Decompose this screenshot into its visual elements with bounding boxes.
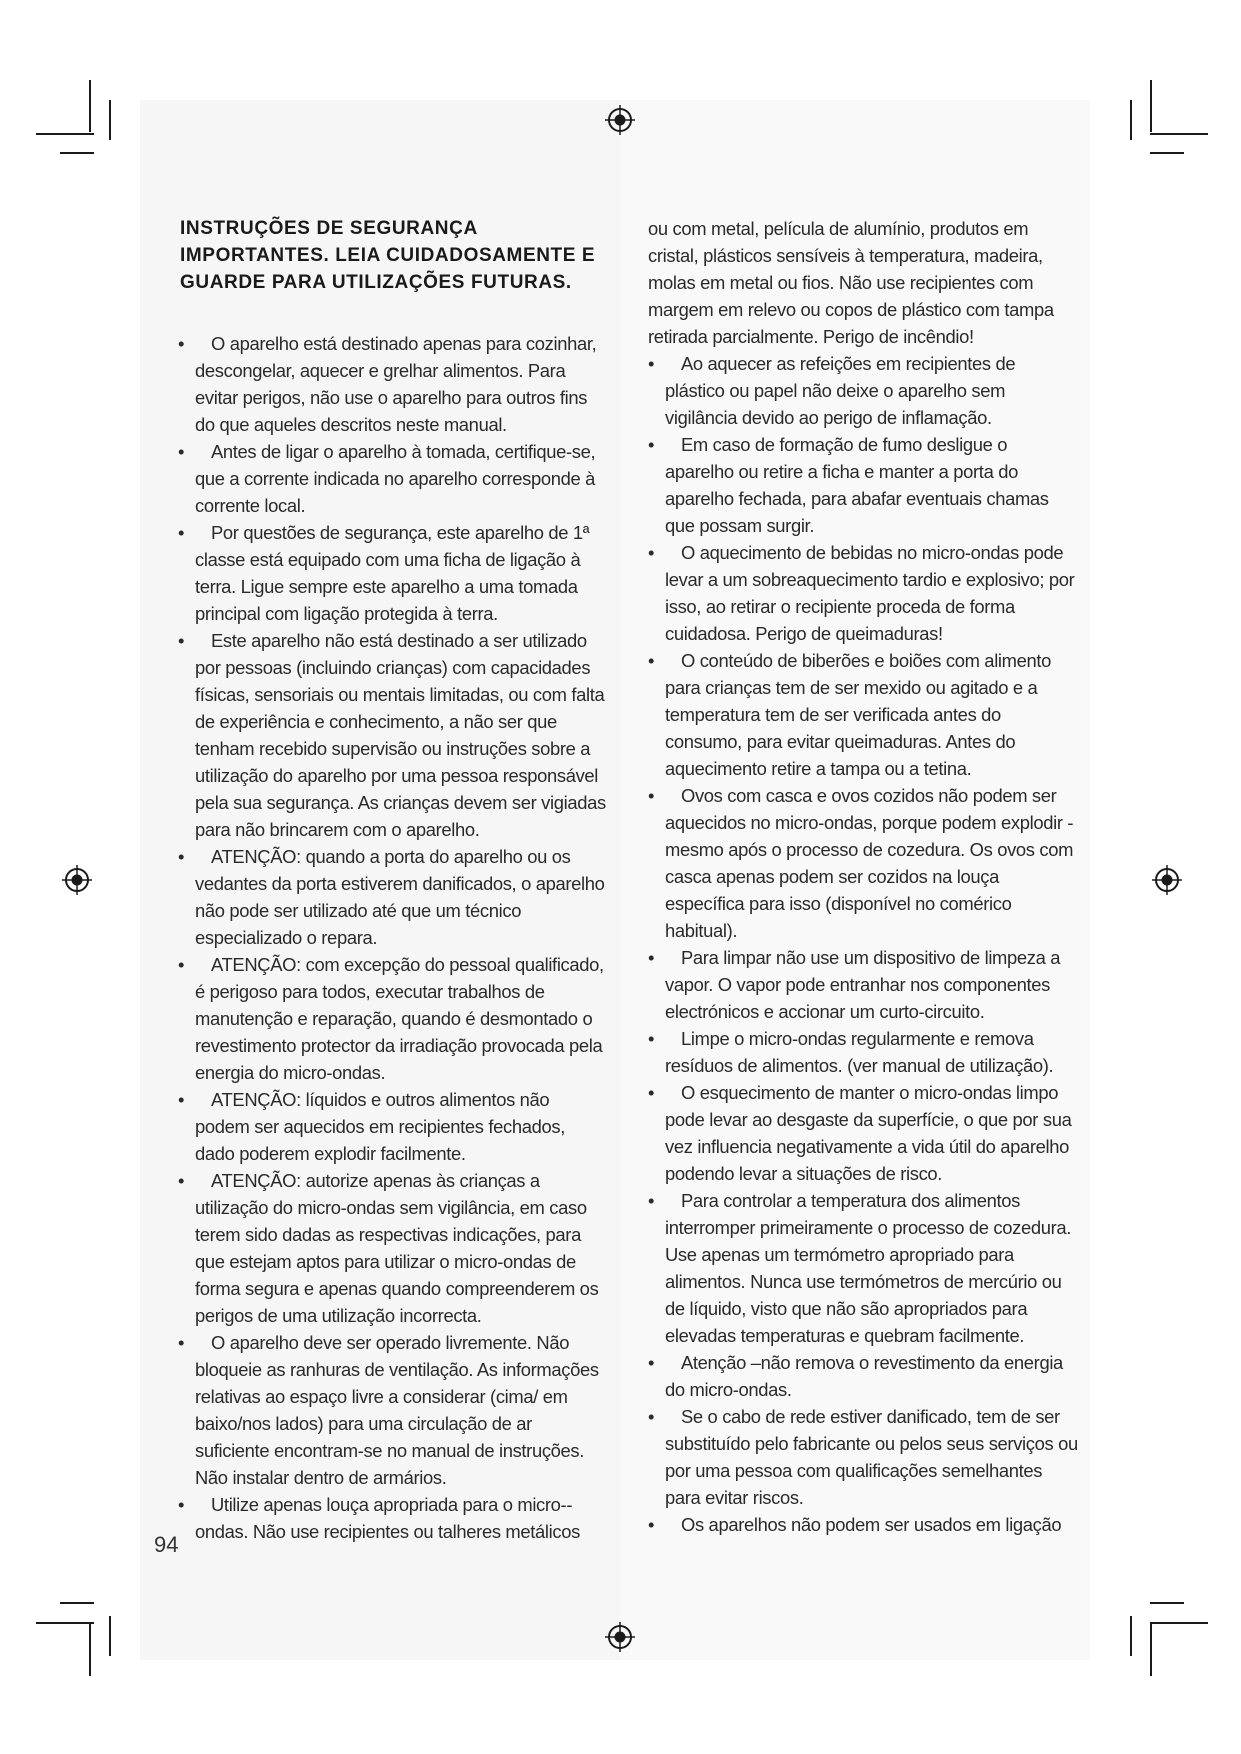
list-item: • O aquecimento de bebidas no micro-ondas pode levar a um sobreaquecimento tardio e explosivo; por isso, ao retirar o recipiente proceda de forma cuidadosa. Perigo de queimaduras! xyxy=(648,542,1075,644)
list-item: • O conteúdo de biberões e boiões com alimento para crianças tem de ser mexido ou agitado e a temperatura tem de ser verificada antes do consumo, para evitar queimaduras. Antes do aquecimento retire a tampa ou a tetina. xyxy=(648,650,1052,779)
list-item: • Antes de ligar o aparelho à tomada, certifique-se, que a corrente indicada no aparelho corresponde à corrente local. xyxy=(178,441,596,516)
crop-mark-top-left xyxy=(89,80,91,132)
list-item: • ATENÇÃO: com excepção do pessoal qualificado, é perigoso para todos, executar trabalhos de manutenção e reparação, quando é desmontado o revestimento protector da irradiação provocada pela energia do micro-ondas. xyxy=(178,954,604,1083)
registration-mark-icon xyxy=(62,865,92,895)
right-column xyxy=(648,215,1078,1538)
list-item: • O aparelho deve ser operado livremente. Não bloqueie as ranhuras de ventilação. As informações relativas ao espaço livre a considerar (cima/ em baixo/nos lados) para uma circulação de ar suficiente encontram-se no manual de instruções. Não instalar dentro de armários. xyxy=(178,1332,599,1488)
page-number: 94 xyxy=(154,1532,179,1557)
list-item: • ATENÇÃO: líquidos e outros alimentos não podem ser aquecidos em recipientes fechados, dado poderem explodir facilmente. xyxy=(178,1089,566,1164)
list-item: • Em caso de formação de fumo desligue o aparelho ou retire a ficha e manter a porta do aparelho fechada, para abafar eventuais chamas que possam surgir. xyxy=(648,434,1049,536)
list-item: • Limpe o micro-ondas regularmente e remova resíduos de alimentos. (ver manual de utilização). xyxy=(648,1028,1054,1076)
list-item: • O esquecimento de manter o micro-ondas limpo pode levar ao desgaste da superfície, o que por sua vez influencia negativamente a vida útil do aparelho podendo levar a situações de risco. xyxy=(648,1082,1072,1184)
crop-mark-bottom-right xyxy=(1130,1616,1132,1656)
crop-mark-bottom-left xyxy=(109,1616,111,1656)
crop-mark-top-left xyxy=(60,152,94,154)
crop-mark-bottom-left xyxy=(60,1602,94,1604)
registration-mark-icon xyxy=(605,105,635,135)
crop-mark-top-left xyxy=(36,133,94,135)
list-item: • Para limpar não use um dispositivo de limpeza a vapor. O vapor pode entranhar nos componentes electrónicos e accionar um curto-circuito. xyxy=(648,947,1061,1022)
list-item: • Os aparelhos não podem ser usados em ligação xyxy=(648,1514,1062,1535)
left-column xyxy=(178,215,608,1545)
crop-mark-top-right xyxy=(1150,133,1208,135)
list-item: • Para controlar a temperatura dos alimentos interromper primeiramente o processo de cozedura. Use apenas um termómetro apropriado para alimentos. Nunca use termómetros de mercúrio ou de líquido, visto que não são apropriados para elevadas temperaturas e quebram facilmente. xyxy=(648,1190,1072,1346)
list-item: • Ao aquecer as refeições em recipientes de plástico ou papel não deixe o aparelho sem vigilância devido ao perigo de inflamação. xyxy=(648,353,1016,428)
crop-mark-bottom-right xyxy=(1150,1622,1208,1624)
registration-mark-icon xyxy=(605,1622,635,1652)
crop-mark-top-left xyxy=(109,100,111,140)
crop-mark-bottom-right xyxy=(1150,1624,1152,1676)
continued-paragraph: ou com metal, película de alumínio, produtos em cristal, plásticos sensíveis à temperatura, madeira, molas em metal ou fios. Não use recipientes com margem em relevo ou copos de plástico com tampa retirada parcialmente. Perigo de incêndio! xyxy=(648,218,1054,347)
crop-mark-top-right xyxy=(1130,100,1132,140)
list-item: • Se o cabo de rede estiver danificado, tem de ser substituído pelo fabricante ou pelos seus serviços ou por uma pessoa com qualificações semelhantes para evitar riscos. xyxy=(648,1406,1078,1508)
list-item: • O aparelho está destinado apenas para cozinhar, descongelar, aquecer e grelhar alimentos. Para evitar perigos, não use o aparelho para outros fins do que aqueles descritos neste manual. xyxy=(178,333,597,435)
crop-mark-bottom-left xyxy=(36,1622,94,1624)
list-item: • ATENÇÃO: quando a porta do aparelho ou os vedantes da porta estiverem danificados, o aparelho não pode ser utilizado até que um técnico especializado o repara. xyxy=(178,846,605,948)
safety-list-right xyxy=(648,350,1078,1538)
crop-mark-top-right xyxy=(1150,80,1152,132)
list-item: • Este aparelho não está destinado a ser utilizado por pessoas (incluindo crianças) com capacidades físicas, sensoriais ou mentais limitadas, ou com falta de experiência e conhecimento, a não ser que tenham recebido supervisão ou instruções sobre a utilização do aparelho por uma pessoa responsável pela sua segurança. As crianças devem ser vigiadas para não brincarem com o aparelho. xyxy=(178,630,606,840)
crop-mark-bottom-left xyxy=(89,1624,91,1676)
list-item: • Por questões de segurança, este aparelho de 1ª classe está equipado com uma ficha de ligação à terra. Ligue sempre este aparelho a uma tomada principal com ligação protegida à terra. xyxy=(178,522,590,624)
list-item: • Utilize apenas louça apropriada para o micro--ondas. Não use recipientes ou talheres metálicos xyxy=(178,1494,580,1542)
crop-mark-bottom-right xyxy=(1150,1602,1184,1604)
section-heading: INSTRUÇÕES DE SEGURANÇA IMPORTANTES. LEIA CUIDADOSAMENTE E GUARDE PARA UTILIZAÇÕES FUTURAS. xyxy=(180,218,596,293)
list-item: • Atenção –não remova o revestimento da energia do micro-ondas. xyxy=(648,1352,1063,1400)
safety-list-left xyxy=(178,330,608,1545)
list-item: • Ovos com casca e ovos cozidos não podem ser aquecidos no micro-ondas, porque podem explodir - mesmo após o processo de cozedura. Os ovos com casca apenas podem ser cozidos na louça específica para isso (disponível no comérico habitual). xyxy=(648,785,1074,941)
registration-mark-icon xyxy=(1152,865,1182,895)
list-item: • ATENÇÃO: autorize apenas às crianças a utilização do micro-ondas sem vigilância, em caso terem sido dadas as respectivas indicações, para que estejam aptos para utilizar o micro-ondas de forma segura e apenas quando compreenderem os perigos de uma utilização incorrecta. xyxy=(178,1170,599,1326)
crop-mark-top-right xyxy=(1150,152,1184,154)
